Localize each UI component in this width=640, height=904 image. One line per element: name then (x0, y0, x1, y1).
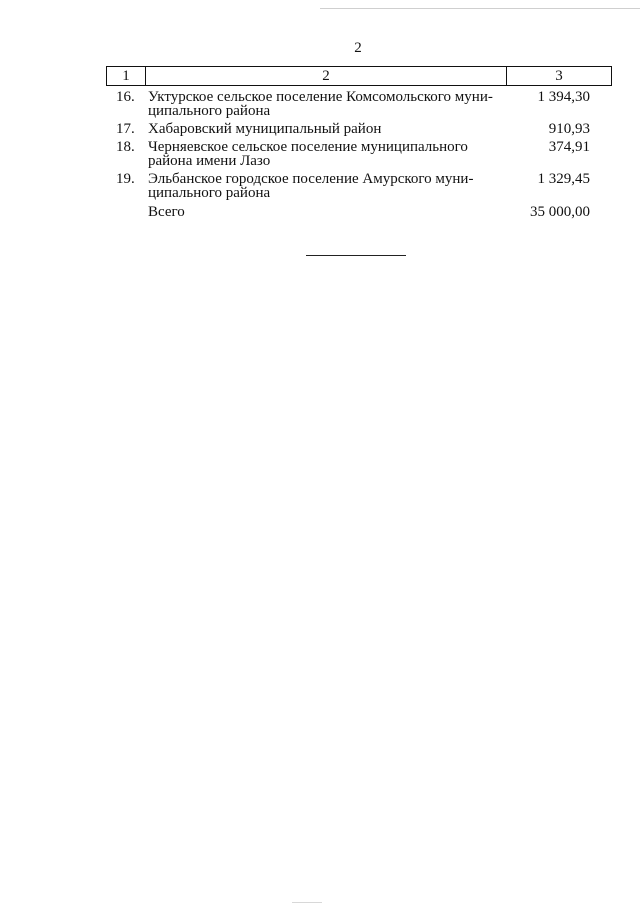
municipality-name-line: Эльбанское городское поселение Амурского муни- (148, 171, 474, 187)
closing-rule (306, 255, 406, 256)
row-number: 18. (116, 139, 135, 155)
page-number: 2 (354, 40, 362, 56)
table-body (106, 90, 612, 219)
row-number: 17. (116, 121, 135, 137)
row-number: 19. (116, 171, 135, 187)
scan-footer-mark (292, 902, 322, 903)
column-header-2: 2 (146, 67, 507, 85)
amount-value: 1 329,45 (537, 171, 590, 187)
municipality-name (144, 172, 504, 200)
amount-value: 374,91 (548, 139, 590, 155)
total-row (106, 205, 612, 219)
table-header-row (106, 66, 612, 86)
scan-edge-line (320, 8, 640, 9)
municipality-name-line: Уктурское сельское поселение Комсомольского муни- (148, 89, 493, 105)
total-row-number-blank (106, 205, 144, 219)
total-label: Всего (148, 204, 185, 220)
table-row (106, 122, 612, 136)
amount-value: 1 394,30 (537, 89, 590, 105)
municipality-name-line: Хабаровский муниципальный район (148, 121, 382, 137)
table-row (106, 90, 612, 118)
column-header-1: 1 (107, 67, 146, 85)
municipality-name (144, 140, 504, 168)
municipality-name (144, 90, 504, 118)
municipality-name-line: района имени Лазо (148, 153, 271, 169)
column-header-3: 3 (555, 68, 563, 84)
municipality-name-line: ципального района (148, 103, 271, 119)
municipality-name-line: Черняевское сельское поселение муниципального (148, 139, 468, 155)
row-number: 16. (116, 89, 135, 105)
total-value: 35 000,00 (530, 204, 590, 220)
table-row (106, 140, 612, 168)
municipality-name-line: ципального района (148, 185, 271, 201)
municipality-name (144, 122, 504, 136)
allocation-table (106, 66, 612, 219)
amount-value: 910,93 (548, 121, 590, 137)
table-row (106, 172, 612, 200)
